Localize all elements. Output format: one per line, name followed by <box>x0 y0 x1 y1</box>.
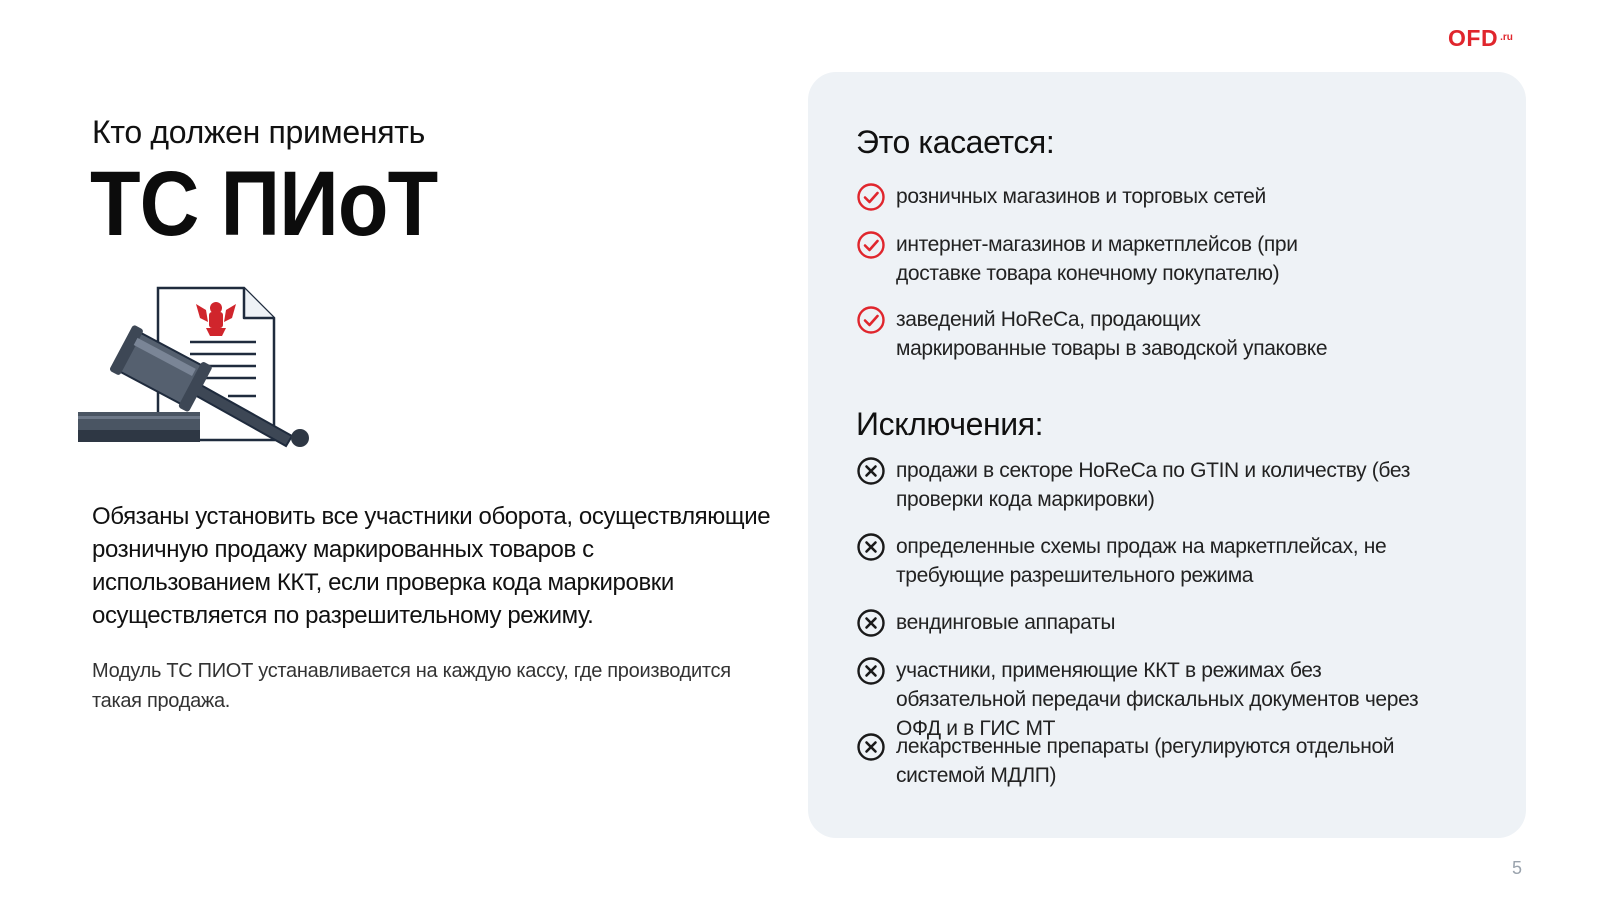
applies-item-text: розничных магазинов и торговых сетей <box>896 185 1266 208</box>
check-circle-icon <box>856 230 886 260</box>
ofd-logo <box>1448 26 1513 50</box>
applies-heading: Это касается: <box>856 124 1055 160</box>
logo-tld: .ru <box>1500 32 1513 43</box>
exception-item-text: продажи в секторе HoReCa по GTIN и количеству (без проверки кода маркировки) <box>896 459 1411 511</box>
x-circle-icon <box>856 732 886 762</box>
applies-item-text: заведений HoReCa, продающих маркированные товары в заводской упаковке <box>896 308 1328 360</box>
exception-item <box>856 456 1496 514</box>
x-circle-icon <box>856 656 886 686</box>
x-circle-icon <box>856 532 886 562</box>
info-panel <box>808 72 1526 838</box>
note-paragraph: Модуль ТС ПИОТ устанавливается на каждую кассу, где производится такая продажа. <box>92 660 731 712</box>
lead-paragraph: Обязаны установить все участники оборота, осуществляющие розничную продажу маркированных товаров с использованием ККТ, если проверка кода маркировки осуществляется по разрешительному режиму. <box>92 503 771 629</box>
gavel-document-illustration <box>78 286 318 462</box>
exception-item <box>856 732 1496 790</box>
applies-item <box>856 305 1496 363</box>
exception-item <box>856 608 1496 638</box>
page-title: ТС ПИоТ <box>90 153 438 255</box>
x-circle-icon <box>856 608 886 638</box>
exceptions-heading: Исключения: <box>856 406 1044 442</box>
x-circle-icon <box>856 456 886 486</box>
page-number: 5 <box>1512 858 1523 878</box>
gavel-base-icon <box>78 412 200 442</box>
applies-item <box>856 230 1496 288</box>
applies-item-text: интернет-магазинов и маркетплейсов (при доставке товара конечному покупателю) <box>896 233 1298 285</box>
exception-item-text: участники, применяющие ККТ в режимах без обязательной передачи фискальных документов через ОФД и в ГИС МТ <box>896 659 1419 740</box>
exception-item <box>856 656 1496 743</box>
check-circle-icon <box>856 182 886 212</box>
exception-item <box>856 532 1496 590</box>
exception-item-text: лекарственные препараты (регулируются отдельной системой МДЛП) <box>896 735 1395 787</box>
logo-main: OFD <box>1448 25 1499 51</box>
applies-item <box>856 182 1496 212</box>
exception-item-text: определенные схемы продаж на маркетплейсах, не требующие разрешительного режима <box>896 535 1387 587</box>
exception-item-text: вендинговые аппараты <box>896 611 1116 634</box>
page-subtitle: Кто должен применять <box>92 114 425 150</box>
check-circle-icon <box>856 305 886 335</box>
